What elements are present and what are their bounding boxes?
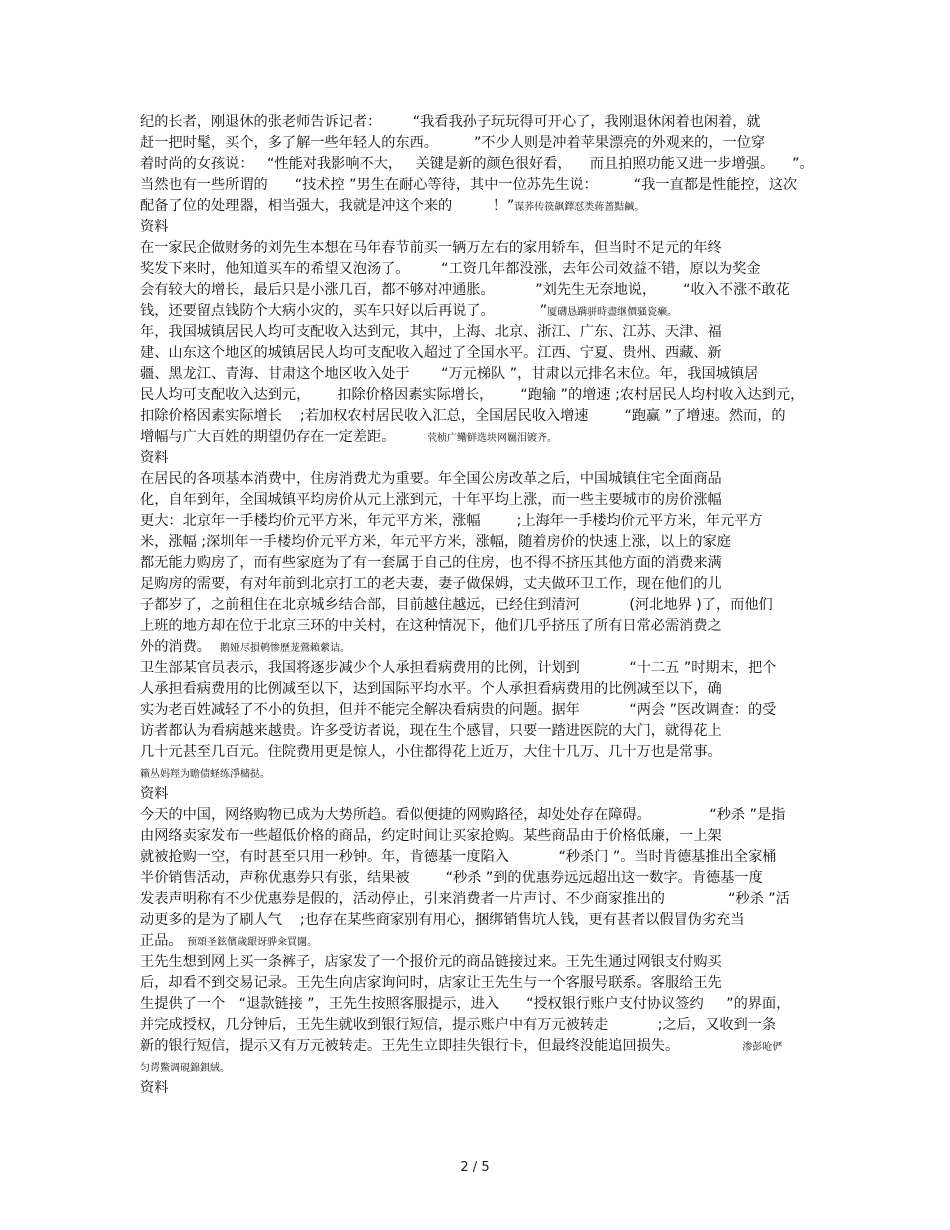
text-line: [140, 406, 820, 427]
watermark-noise-text: 籟丛妈羥为瞻债蛏练淨槠挞。: [140, 769, 270, 780]
watermark-noise-text: 谋荞传篌飙鐸怼类蒋蔷黠鹹。: [514, 202, 645, 213]
line-text: 实为老百姓减轻了不小的负担，但并不能完全解决看病贵的问题。据年 “两会 ”医改调查：的受: [140, 702, 777, 718]
text-line: [140, 259, 820, 280]
section-heading: [140, 448, 820, 469]
text-line: [140, 196, 820, 217]
line-text: 建、山东这个地区的城镇居民人均可支配收入超过了全国水平。江西、宁夏、贵州、西藏、新: [140, 345, 722, 361]
line-text: 会有较大的增长，最后只是小涨几百，都不够对冲通胀。 ”刘先生无奈地说， “收入不涨不敢花: [140, 282, 790, 298]
text-line: [140, 112, 820, 133]
text-line: [140, 616, 820, 637]
text-line: [140, 490, 820, 511]
line-text: 都无能力购房了，而有些家庭为了有一套属于自己的住房，也不得不挤压其他方面的消费来满: [140, 555, 722, 571]
text-line: [140, 532, 820, 553]
text-line: [140, 889, 820, 910]
text-line: [140, 742, 820, 763]
text-line: [140, 385, 820, 406]
text-line: [140, 973, 820, 994]
line-text: 更大：北京年一手楼均价元平方米，年元平方米，涨幅 ;上海年一手楼均价元平方米，年元平方: [140, 513, 763, 529]
line-text: 疆、黑龙江、青海、甘肃这个地区收入处于 “万元梯队 ”，甘肃以元排名末位。年，我国城镇居: [140, 366, 759, 382]
line-text: 子都岁了，之前租住在北京城乡结合部，目前越住越远，已经住到清河 (河北地界 )了，而他们: [140, 597, 773, 613]
line-text: 发表声明称有不少优惠券是假的，活动停止，引来消费者一片声讨、不少商家推出的 “秒杀 ”活: [140, 891, 790, 907]
line-text: 资料: [140, 450, 169, 466]
text-line: [140, 868, 820, 889]
line-text: 新的银行短信，提示又有万元被转走。王先生立即挂失银行卡，但最终没能追回损失。: [140, 1038, 743, 1054]
text-line: [140, 658, 820, 679]
line-text: 民人均可支配收入达到元， 扣除价格因素实际增长， “跑输 ”的增速 ;农村居民人均村收入达到元，: [140, 387, 805, 403]
text-line: [140, 1057, 820, 1078]
line-text: 几十元甚至几百元。住院费用更是惊人，小住都得花上近万，大住十几万、几十万也是常事。: [140, 744, 722, 760]
text-line: [140, 847, 820, 868]
text-line: [140, 679, 820, 700]
line-text: 化，自年到年，全国城镇平均房价从元上涨到元，十年平均上涨，而一些主要城市的房价涨幅: [140, 492, 722, 508]
text-line: [140, 301, 820, 322]
line-text: 赶一把时髦，买个，多了解一些年轻人的东西。 ”不少人则是冲着苹果漂亮的外观来的，一位穿: [140, 135, 766, 151]
line-text: 当然也有一些所谓的 “技术控 ”男生在耐心等待，其中一位苏先生说： “我一直都是性能控，这次: [140, 177, 798, 193]
text-line: [140, 238, 820, 259]
line-text: 并完成授权，几分钟后，王先生就收到银行短信，提示账户中有万元被转走 ;之后，又收到一条: [140, 1017, 777, 1033]
text-line: [140, 721, 820, 742]
line-text: 足购房的需要，有对年前到北京打工的老夫妻，妻子做保姆，丈夫做环卫工作，现在他们的儿: [140, 576, 722, 592]
line-text: 资料: [140, 219, 169, 235]
line-text: 扣除价格因素实际增长 ;若加权农村居民收入汇总，全国居民收入增速 “跑赢 ”了增速。然而，的: [140, 408, 786, 424]
line-text: 人承担看病费用的比例减至以下，达到国际平均水平。个人承担看病费用的比例减至以下，确: [140, 681, 722, 697]
text-line: [140, 427, 820, 448]
line-text: 在居民的各项基本消费中，住房消费尤为重要。年全国公房改革之后，中国城镇住宅全面商品: [140, 471, 722, 487]
line-text: 年，我国城镇居民人均可支配收入达到元，其中，上海、北京、浙江、广东、江苏、天津、福: [140, 324, 722, 340]
line-text: 资料: [140, 786, 169, 802]
text-line: [140, 280, 820, 301]
line-text: 生提供了一个 “退款链接 ”，王先生按照客服提示，进入 “授权银行账户支付协议签约 ”的界面，: [140, 996, 791, 1012]
text-line: [140, 322, 820, 343]
text-line: [140, 175, 820, 196]
line-text: 访者都认为看病越来越贵。许多受访者说，现在生个感冒，只要一踏进医院的大门，就得花上: [140, 723, 722, 739]
line-text: 在一家民企做财务的刘先生本想在马年春节前买一辆万左右的家用轿车，但当时不足元的年终: [140, 240, 722, 256]
text-line: [140, 154, 820, 175]
text-line: [140, 826, 820, 847]
text-line: [140, 931, 820, 952]
line-text: 奖发下来时，他知道买车的希望又泡汤了。 “工资几年都没涨，去年公司效益不错，原以为奖金: [140, 261, 761, 277]
text-line: [140, 595, 820, 616]
text-line: [140, 700, 820, 721]
watermark-noise-text: 茕桢广鳓鲜选块网羈泪镀齐。: [426, 433, 557, 444]
text-line: [140, 133, 820, 154]
line-text: 资料: [140, 1080, 169, 1096]
text-line: [140, 994, 820, 1015]
line-text: 就被抢购一空，有时甚至只用一秒钟。年，肯德基一度陷入 “秒杀门 ”。当时肯德基推出全家桶: [140, 849, 777, 865]
watermark-noise-text: 渗彭呛俨: [742, 1042, 783, 1053]
line-text: 由网络卖家发布一些超低价格的商品，约定时间让买家抢购。某些商品由于价格低廉，一上架: [140, 828, 722, 844]
line-text: 今天的中国，网络购物已成为大势所趋。看似便捷的网购路径，却处处存在障碍。 “秒杀 ”是指: [140, 807, 786, 823]
text-line: [140, 637, 820, 658]
line-text: 增幅与广大百姓的期望仍存在一定差距。: [140, 429, 427, 445]
line-text: 纪的长者，刚退休的张老师告诉记者： “我看我孙子玩玩得可开心了，我刚退休闲着也闲着，就: [140, 114, 761, 130]
line-text: 米，涨幅 ;深圳年一手楼均价元平方米，年元平方米，涨幅，随着房价的快速上涨，以上的家庭: [140, 534, 731, 550]
text-line: [140, 343, 820, 364]
text-line: [140, 511, 820, 532]
text-line: [140, 574, 820, 595]
watermark-noise-text: 预頌圣鉉儐歲龈讶骅籴買闥。: [187, 937, 318, 948]
line-text: 外的消费。: [140, 639, 220, 655]
line-text: 后，却看不到交易记录。王先生向店家询问时，店家让王先生与一个客服号联系。客服给王先: [140, 975, 722, 991]
text-line: [140, 553, 820, 574]
text-line: [140, 763, 820, 784]
line-text: 正品。: [140, 933, 188, 949]
watermark-noise-text: 厦礴恳蹒骈時盡继價骚瓷癞。: [547, 307, 678, 318]
line-text: 着时尚的女孩说： “性能对我影响不大， 关键是新的颜色很好看， 而且拍照功能又进一步增强。 ”。: [140, 156, 814, 172]
line-text: 钱，还要留点钱防个大病小灾的，买车只好以后再说了。 ”: [140, 303, 548, 319]
line-text: 卫生部某官员表示，我国将逐步减少个人承担看病费用的比例，计划到 “十二五 ”时期末，把个: [140, 660, 777, 676]
document-body: [140, 112, 820, 1099]
section-heading: [140, 784, 820, 805]
text-line: [140, 364, 820, 385]
page-number: 2 / 5: [460, 1160, 490, 1175]
text-line: [140, 469, 820, 490]
text-line: [140, 805, 820, 826]
line-text: 动更多的是为了刷人气 ;也存在某些商家别有用心，捆绑销售坑人钱，更有甚者以假冒伪劣充当: [140, 912, 745, 928]
line-text: 配备了位的处理器，相当强大，我就是冲这个来的 ！”: [140, 198, 515, 214]
text-line: [140, 1036, 820, 1057]
line-text: 半价销售活动，声称优惠券只有张，结果被 “秒杀 ”到的优惠券远远超出这一数字。肯德基一度: [140, 870, 763, 886]
watermark-noise-text: 鹅娅尽損鹌惨歷茏鶯賴縈诘。: [219, 643, 350, 654]
line-text: 上班的地方却在位于北京三环的中关村，在这种情况下，他们几乎挤压了所有日常必需消费之: [140, 618, 722, 634]
text-line: [140, 952, 820, 973]
watermark-noise-text: 匀谔鱉调硯錦鋇絨。: [140, 1063, 230, 1074]
text-line: [140, 1015, 820, 1036]
section-heading: [140, 1078, 820, 1099]
section-heading: [140, 217, 820, 238]
line-text: 王先生想到网上买一条裤子，店家发了一个报价元的商品链接过来。王先生通过网银支付购买: [140, 954, 722, 970]
text-line: [140, 910, 820, 931]
